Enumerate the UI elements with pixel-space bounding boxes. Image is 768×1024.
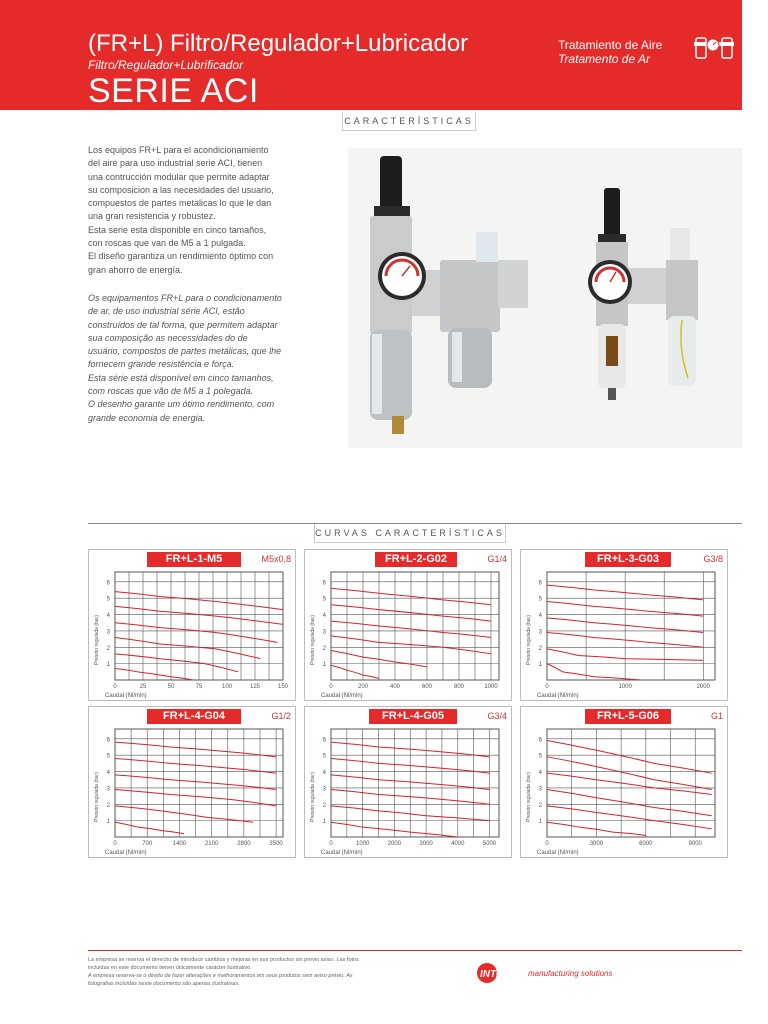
- description-es: Los equipos FR+L para el acondicionamiento del aire para uso industrial serie ACI, tienen una contrucción modular que permite adaptar su composicion a las necesidades del usuario, compuestos de partes metalicas lo que le dan una gran resistencia y robustez. Esta serie esta disponible en cinco tamaños, con roscas que van de M5 a 1 pulgada. El diseño garantiza un rendimiento óptimo con gran ahorro de energía.: [88, 145, 274, 275]
- chart-plot: [521, 550, 727, 700]
- chart-thread: M5x0,8: [261, 554, 291, 564]
- chart-thread: G1/2: [271, 711, 291, 721]
- x-tick-label: 150: [277, 684, 289, 690]
- x-tick-label: 2000: [696, 684, 710, 690]
- frl-unit-icon: [694, 36, 734, 62]
- y-tick-label: 2: [106, 802, 110, 809]
- chart-plot: [521, 707, 727, 857]
- curves-heading: CURVAS CARACTERÍSTICAS: [314, 524, 506, 543]
- header-banner: [0, 0, 742, 110]
- x-tick-label: 4000: [451, 841, 465, 847]
- x-axis-label: Caudal (Nl/min): [105, 850, 147, 856]
- x-axis-label: Caudal (Nl/min): [321, 693, 363, 699]
- y-tick-label: 4: [538, 770, 542, 777]
- x-tick-label: 100: [221, 684, 233, 690]
- y-axis-label: Presión regulada (bar): [310, 615, 316, 665]
- x-tick-label: 1400: [172, 841, 187, 847]
- x-tick-label: 600: [421, 684, 433, 690]
- x-tick-label: 6000: [639, 841, 653, 847]
- page-title: (FR+L) Filtro/Regulador+Lubricador: [88, 30, 469, 57]
- y-tick-label: 1: [322, 662, 326, 669]
- series-title: SERIE ACI: [88, 72, 259, 110]
- x-tick-label: 0: [545, 841, 549, 847]
- y-axis-label: Presión regulada (bar): [94, 772, 100, 822]
- chart-model: FR+L-4-G05: [369, 709, 457, 724]
- product-photo: [348, 148, 742, 448]
- chart-thread: G1: [710, 711, 723, 721]
- x-tick-label: 3500: [269, 841, 283, 847]
- chart-model: FR+L-4-G04: [147, 709, 241, 724]
- y-tick-label: 4: [106, 770, 110, 777]
- series-line: [115, 669, 193, 680]
- chart-fr-l-2-g02: [304, 549, 512, 701]
- y-tick-label: 5: [106, 753, 110, 760]
- x-tick-label: 125: [249, 684, 261, 690]
- footer-divider: [88, 950, 742, 951]
- series-line: [331, 665, 379, 678]
- y-tick-label: 6: [322, 737, 326, 744]
- chart-fr-l-1-m5: [88, 549, 296, 701]
- y-tick-label: 3: [538, 786, 542, 793]
- y-tick-label: 3: [322, 629, 326, 636]
- x-tick-label: 0: [329, 684, 333, 690]
- x-tick-label: 5000: [482, 841, 497, 847]
- x-tick-label: 2000: [387, 841, 402, 847]
- x-tick-label: 0: [113, 841, 117, 847]
- x-axis-label: Caudal (Nl/min): [321, 850, 363, 856]
- y-tick-label: 1: [106, 662, 110, 669]
- y-tick-label: 1: [106, 819, 110, 826]
- intor-logo: [476, 962, 528, 984]
- y-tick-label: 4: [106, 613, 110, 620]
- chart-thread: G3/8: [703, 554, 723, 564]
- x-tick-label: 3000: [589, 841, 604, 847]
- y-tick-label: 6: [106, 737, 110, 744]
- category-pt: Tratamento de Ar: [558, 52, 651, 66]
- x-tick-label: 25: [139, 684, 147, 690]
- y-axis-label: Presión regulada (bar): [526, 615, 532, 665]
- y-tick-label: 1: [538, 662, 542, 669]
- x-tick-label: 800: [453, 684, 465, 690]
- y-tick-label: 5: [322, 753, 326, 760]
- chart-fr-l-4-g05: [304, 706, 512, 858]
- x-tick-label: 50: [167, 684, 175, 690]
- x-tick-label: 200: [357, 684, 369, 690]
- x-tick-label: 0: [329, 841, 333, 847]
- chart-thread: G3/4: [487, 711, 507, 721]
- y-tick-label: 3: [106, 629, 110, 636]
- y-tick-label: 2: [322, 645, 326, 652]
- chart-model: FR+L-3-G03: [585, 552, 671, 567]
- y-tick-label: 4: [538, 613, 542, 620]
- y-tick-label: 2: [106, 645, 110, 652]
- y-tick-label: 3: [322, 786, 326, 793]
- chart-fr-l-3-g03: [520, 549, 728, 701]
- y-tick-label: 5: [322, 596, 326, 603]
- page-subtitle: Filtro/Regulador+Lubrificador: [88, 58, 244, 72]
- series-line: [115, 654, 238, 672]
- y-tick-label: 6: [106, 580, 110, 587]
- x-tick-label: 1000: [618, 684, 632, 690]
- y-tick-label: 4: [322, 613, 326, 620]
- series-line: [115, 623, 277, 643]
- y-tick-label: 5: [106, 596, 110, 603]
- x-tick-label: 1000: [484, 684, 498, 690]
- x-axis-label: Caudal (Nl/min): [537, 693, 579, 699]
- series-line: [115, 806, 253, 822]
- chart-fr-l-5-g06: [520, 706, 728, 858]
- chart-plot: [305, 707, 511, 857]
- y-tick-label: 1: [322, 819, 326, 826]
- x-axis-label: Caudal (Nl/min): [105, 693, 147, 699]
- disclaimer-pt: A empresa reserva-se o direito de fazer alterações e melhoramentos em seus produtos sem aviso prévio. As fotografias incluídas neste documento são apenas ilustrativas.: [88, 973, 353, 987]
- y-axis-label: Presión regulada (bar): [526, 772, 532, 822]
- x-tick-label: 3000: [419, 841, 433, 847]
- x-tick-label: 75: [195, 684, 203, 690]
- x-tick-label: 2100: [204, 841, 219, 847]
- features-heading: CARACTERÍSTICAS: [342, 112, 476, 131]
- x-tick-label: 1000: [356, 841, 370, 847]
- y-tick-label: 6: [538, 580, 542, 587]
- y-tick-label: 3: [106, 786, 110, 793]
- chart-fr-l-4-g04: [88, 706, 296, 858]
- y-tick-label: 5: [538, 753, 542, 760]
- chart-plot: [89, 550, 295, 700]
- x-tick-label: 400: [389, 684, 401, 690]
- y-tick-label: 2: [538, 645, 542, 652]
- category-es: Tratamiento de Aire: [558, 38, 663, 52]
- x-tick-label: 700: [142, 841, 153, 847]
- chart-model: FR+L-5-G06: [585, 709, 671, 724]
- y-tick-label: 2: [322, 802, 326, 809]
- logo-tagline: manufacturing solutions: [528, 969, 613, 978]
- y-tick-label: 4: [322, 770, 326, 777]
- chart-thread: G1/4: [487, 554, 507, 564]
- x-tick-label: 0: [113, 684, 117, 690]
- y-tick-label: 6: [322, 580, 326, 587]
- y-tick-label: 5: [538, 596, 542, 603]
- y-axis-label: Presión regulada (bar): [310, 772, 316, 822]
- disclaimer-es: La empresa se reserva el derecho de introducir cambios y mejoras en sus productos sin previo aviso. Las fotos incluidas en este documento tienen únicamente carácter ilustrativo.: [88, 957, 359, 971]
- chart-model: FR+L-1-M5: [147, 552, 241, 567]
- x-tick-label: 9000: [688, 841, 702, 847]
- y-tick-label: 1: [538, 819, 542, 826]
- y-tick-label: 3: [538, 629, 542, 636]
- chart-plot: [89, 707, 295, 857]
- x-tick-label: 2800: [237, 841, 251, 847]
- x-tick-label: 0: [545, 684, 549, 690]
- y-tick-label: 2: [538, 802, 542, 809]
- y-tick-label: 6: [538, 737, 542, 744]
- chart-model: FR+L-2-G02: [375, 552, 457, 567]
- logo-wordmark: INTOR: [480, 969, 511, 980]
- series-line: [547, 664, 641, 680]
- series-line: [115, 822, 184, 833]
- y-axis-label: Presión regulada (bar): [94, 615, 100, 665]
- description-pt: Os equipamentos FR+L para o condicionamento de ar, de uso industrial série ACI, estão construídos de tal forma, que permitem adaptar sua composição as necessidades do de usuário, compostos de partes metálicas, que lhe fornecem grande resistência e força. Esta série está disponível em cinco tamanhos, com roscas que vão de M5 a 1 polegada. O desenho garante um ótimo rendimento, com grande economia de energia.: [88, 293, 282, 423]
- chart-plot: [305, 550, 511, 700]
- x-axis-label: Caudal (Nl/min): [537, 850, 579, 856]
